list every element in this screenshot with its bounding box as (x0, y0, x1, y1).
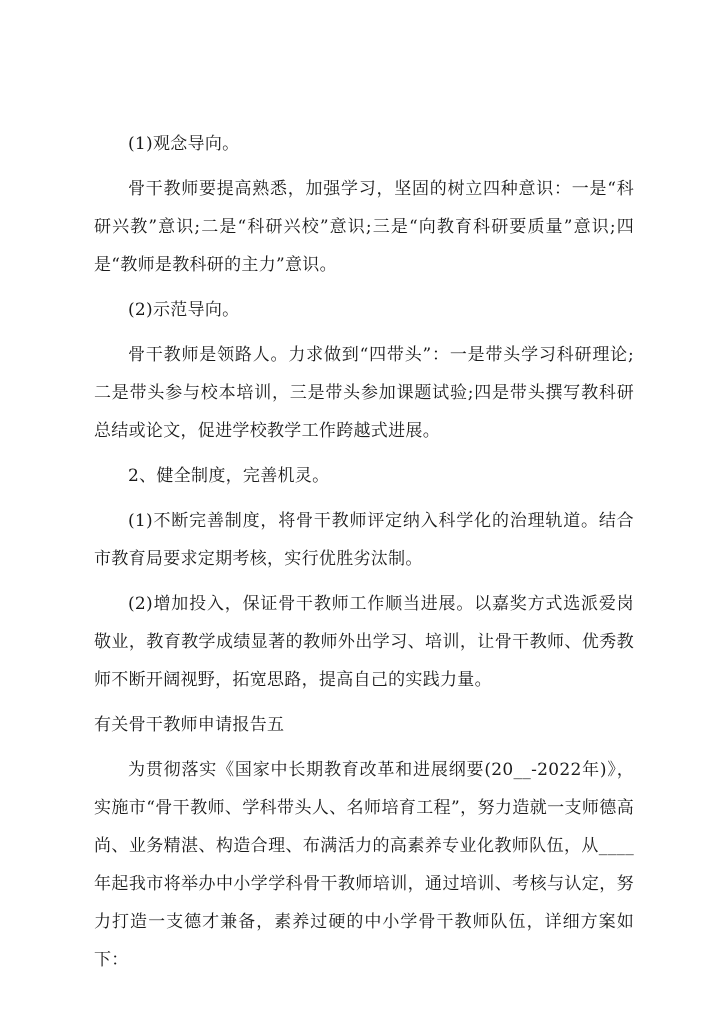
paragraph-system-2: (2)增加投入，保证骨干教师工作顺当进展。以嘉奖方式选派爱岗敬业，教育教学成绩显著的教师外出学习、培训，让骨干教师、优秀教师不断开阔视野，拓宽思路，提高自己的实践力量。 (94, 594, 634, 690)
paragraph-four-awareness: 骨干教师要提高熟悉，加强学习，坚固的树立四种意识：一是“科研兴教”意识;二是“科研兴校”意识;三是“向教育科研要质量”意识;四是“教师是教科研的主力”意识。 (94, 179, 634, 275)
paragraph-system-1: (1)不断完善制度，将骨干教师评定纳入科学化的治理轨道。结合市教育局要求定期考核，实行优胜劣汰制。 (94, 511, 634, 569)
paragraph-four-leads: 骨干教师是领路人。力求做到“四带头”：一是带头学习科研理论;二是带头参与校本培训，三是带头参加课题试验;四是带头撰写教科研总结或论文，促进学校教学工作跨越式进展。 (94, 345, 634, 441)
section-heading: 有关骨干教师申请报告五 (94, 715, 285, 735)
paragraph-guidance-1: (1)观念导向。 (128, 134, 240, 154)
paragraph-guidance-2: (2)示范导向。 (128, 300, 240, 320)
paragraph-plan-intro: 为贯彻落实《国家中长期教育改革和进展纲要(20__-2022年)》，实施市“骨干教师、学科带头人、名师培育工程”，努力造就一支师德高尚、业务精湛、构造合理、布满活力的高素养专业化教师队伍，从____年起我市将举办中小学学科骨干教师培训，通过培训、考核与认定，努力打造一支德才兼备，素养过硬的中小学骨干教师队伍，详细方案如下： (94, 760, 634, 970)
paragraph-system-title: 2、健全制度，完善机灵。 (128, 466, 330, 486)
document-body (94, 125, 634, 986)
